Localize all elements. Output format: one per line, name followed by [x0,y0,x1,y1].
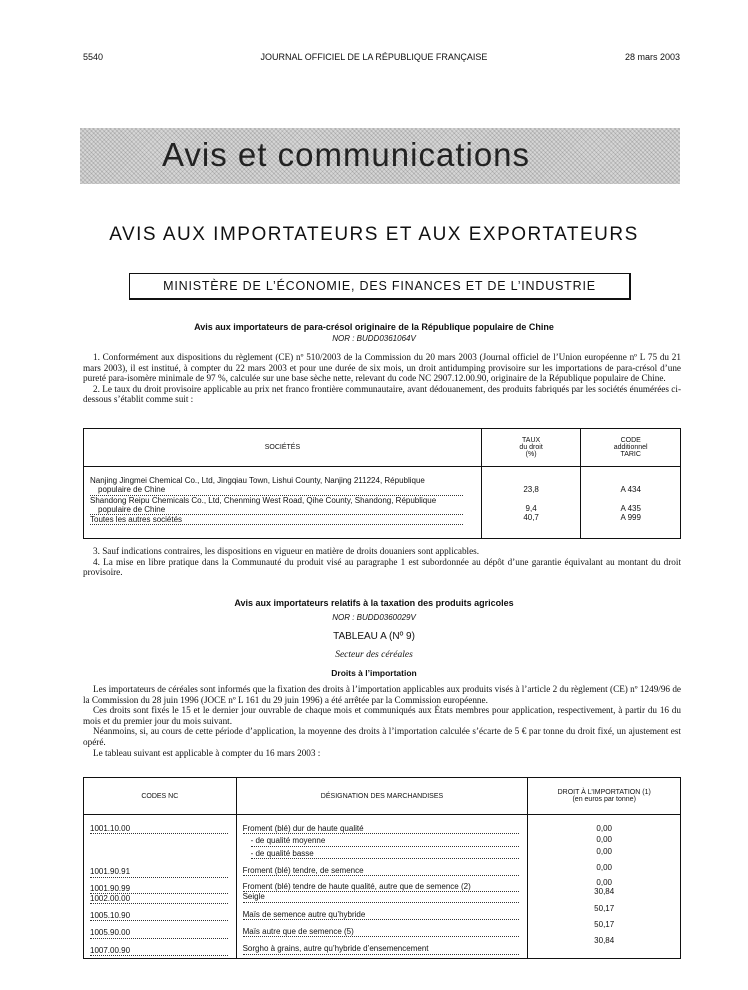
rate-value: 9,4 [525,503,537,513]
col-header-code [581,429,681,467]
col-header-code-line: TARIC [620,451,641,458]
notice2-paragraph-2: Ces droits sont fixés le 15 et le dernier jour ouvrable de chaque mois et communiqués aux États membres pour application, respectivement, à partir du 16 du mois et du premier jour du mois suivant. [83,705,681,726]
duty-value: 30,84 [594,936,615,946]
designation: - de qualité basse [251,849,520,859]
duty-column [528,815,681,959]
designation: - de qualité moyenne [251,836,520,846]
col-header-code-line: CODE [620,437,641,444]
designation: Sorgho à grains, autre qu’hybride d’ensemencement [243,944,520,954]
notice1-paragraph-4: 4. La mise en libre pratique dans la Communauté du produit visé au paragraphe 1 est subordonnée au dépôt d’une garantie équivalant au montant du droit provisoire. [83,556,681,578]
duty-value: 0,00 [596,835,612,845]
col-header-droit [528,778,681,815]
designation: Froment (blé) dur de haute qualité [243,824,520,834]
designation: Froment (blé) tendre de haute qualité, autre que de semence (2) [243,882,520,892]
notice2-nor: NOR : BUDD0360029V [332,613,416,622]
designation: Maïs de semence autre qu’hybride [243,910,520,920]
taric-code: A 435 [620,503,641,513]
designation: Maïs autre que de semence (5) [243,927,520,937]
rate-value: 23,8 [523,485,539,495]
rate-value: 40,7 [523,513,539,523]
col-header-droit-line: (en euros par tonne) [572,796,636,803]
col-header-taux-line: (%) [525,451,537,458]
col-header-droit-line: DROIT À L’IMPORTATION (1) [557,789,651,796]
notice2-paragraph-1: Les importateurs de céréales sont informés que la fixation des droits à l’importation applicables aux produits visés à l’article 2 du règlement (CE) nº 1249/96 de la Commission du 28 juin 1996 (JOCE nº L 161 du 29 juin 1996) a été arrêtée par la Commission européenne. [83,684,681,705]
taric-cell [581,467,681,539]
nc-code: 1001.90.91 [90,867,228,877]
codes-column [84,815,237,959]
duty-value: 0,00 [596,878,612,888]
col-header-taux-line: du droit [519,444,543,451]
duty-value: 50,17 [594,903,615,913]
societes-cell [84,467,482,539]
company-line: populaire de Chine [90,505,463,515]
duty-value: 0,00 [596,824,612,833]
col-header-designation: DÉSIGNATION DES MARCHANDISES [236,778,528,815]
nc-code: 1002.00.00 [90,894,228,904]
notice2-paragraph-4: Le tableau suivant est applicable à compter du 16 mars 2003 : [93,747,321,758]
notice2-paragraph-3: Néanmoins, si, au cours de cette période d’application, la moyenne des droits à l’importation calculée s’écarte de 5 € par tonne du droit fixé, un ajustement est opéré. [83,726,681,747]
ministry-box: MINISTÈRE DE L’ÉCONOMIE, DES FINANCES ET DE L’INDUSTRIE [129,273,631,300]
tableau-heading: TABLEAU A (Nº 9) [333,631,415,642]
duty-value: 50,17 [594,920,615,930]
nc-code: 1005.10.90 [90,911,228,921]
col-header-taux-line: TAUX [522,437,541,444]
duty-value: 0,00 [596,862,612,872]
company-line: populaire de Chine [90,485,463,495]
company-line: Shandong Reipu Chemicals Co., Ltd, Chenming West Road, Qihe County, Shandong, République [90,495,437,505]
nc-code: 1007.00.90 [90,946,228,956]
antidumping-rate-table [83,428,681,539]
taux-cell [481,467,581,539]
nc-code: 1005.90.00 [90,928,228,938]
nc-code: 1001.90.99 [90,884,228,894]
notice1-footer [83,546,681,578]
journal-name: JOURNAL OFFICIEL DE LA RÉPUBLIQUE FRANÇAISE [260,52,488,62]
issue-date: 28 mars 2003 [624,52,680,62]
notice1-body [83,352,681,405]
notice1-title: Avis aux importateurs de para-crésol originaire de la République populaire de Chine [194,322,554,332]
import-duty-table [83,777,681,959]
nc-code: 1001.10.00 [90,824,228,834]
notice2-title: Avis aux importateurs relatifs à la taxation des produits agricoles [234,598,514,608]
secteur-heading: Secteur des céréales [335,650,413,660]
designation: Froment (blé) tendre, de semence [243,866,520,876]
notice2-body [83,684,681,758]
page-number: 5540 [83,52,104,62]
col-header-taux [481,429,581,467]
notice1-paragraph-2: 2. Le taux du droit provisoire applicable au prix net franco frontière communautaire, avant dédouanement, des produits fabriqués par les sociétés énumérées ci-dessous s’établit comme suit : [83,383,681,405]
col-header-code-line: additionnel [613,444,648,451]
notice1-nor: NOR : BUDD0361064V [332,334,416,343]
notice1-paragraph-1: 1. Conformément aux dispositions du règlement (CE) nº 510/2003 de la Commission du 20 mars 2003 (Journal officiel de l’Union européenne nº L 75 du 21 mars 2003), il est institué, à compter du 22 mars 2003 et pour une durée de six mois, un droit antidumping provisoire sur les importations de para-crésol d’une pureté para-isomère minimale de 97 %, calculée sur une base sèche nette, relevant du code NC 2907.12.00.90, originaire de la République populaire de Chine. [83,352,681,384]
company-line: Nanjing Jingmei Chemical Co., Ltd, Jingqiau Town, Lishui County, Nanjing 211224, République [90,476,425,485]
main-heading: AVIS AUX IMPORTATEURS ET AUX EXPORTATEURS [109,224,639,245]
droits-heading: Droits à l’importation [331,668,417,678]
designation-column [236,815,528,959]
col-header-codes-nc: CODES NC [84,778,237,815]
taric-code: A 999 [620,513,641,523]
duty-value: 0,00 [596,846,612,856]
duty-value: 30,84 [594,887,615,897]
company-line: Toutes les autres sociétés [90,515,463,525]
col-header-societes: SOCIÉTÉS [84,429,482,467]
section-title: Avis et communications [162,136,531,173]
designation: Seigle [243,892,520,902]
notice1-paragraph-3: 3. Sauf indications contraires, les dispositions en vigueur en matière de droits douaniers sont applicables. [93,546,480,556]
taric-code: A 434 [620,485,641,495]
